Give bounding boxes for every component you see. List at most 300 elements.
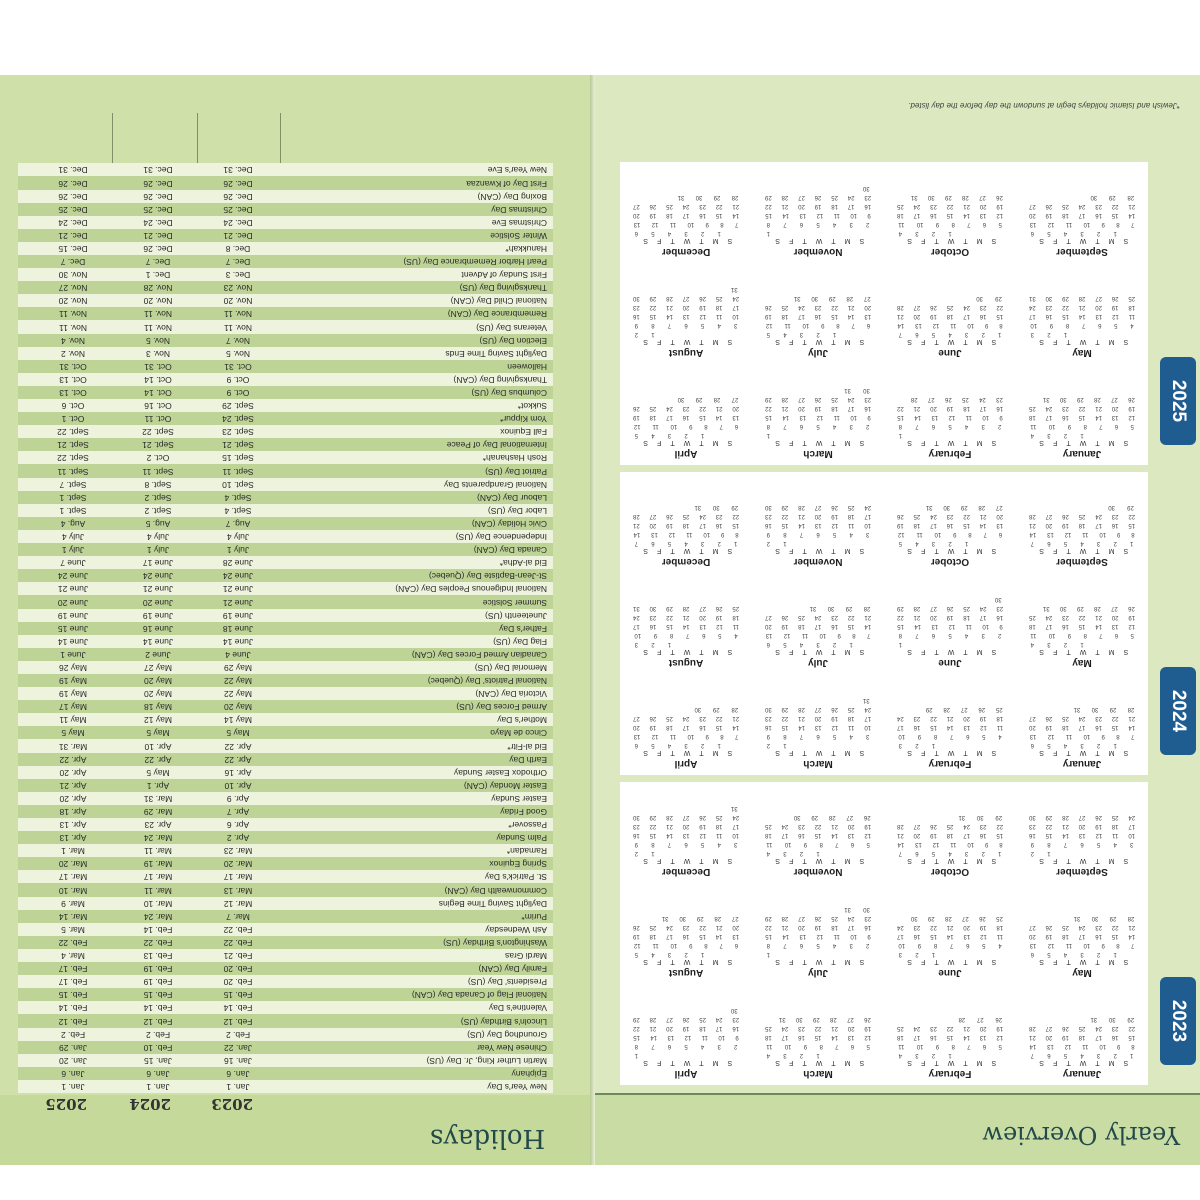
calendar-day: 22 xyxy=(1128,513,1136,519)
calendar-day: 18 xyxy=(831,924,838,930)
holiday-date-2024: Mar. 24 xyxy=(143,833,173,844)
holiday-date-2025: Sept. 22 xyxy=(57,427,89,438)
calendar-day: 11 xyxy=(965,623,972,629)
calendar-week xyxy=(760,739,876,748)
holiday-date-2024: Feb. 13 xyxy=(143,951,173,962)
calendar-day xyxy=(816,537,819,546)
calendar-day: 1 xyxy=(766,951,771,957)
calendar-day: 28 xyxy=(846,295,854,301)
holiday-name: St. Patrick's Day xyxy=(484,872,547,883)
calendar-day: 6 xyxy=(1047,540,1051,546)
calendar-day: 26 xyxy=(897,513,904,519)
calendar-day: 5 xyxy=(982,733,986,739)
calendar-day xyxy=(979,593,982,602)
year-tab-2024[interactable] xyxy=(1160,667,1196,755)
holiday-name: Pearl Harbor Remembrance Day (US) xyxy=(403,257,547,268)
calendar-day: 5 xyxy=(783,641,787,647)
calendar-week xyxy=(760,519,876,528)
calendar-day: 12 xyxy=(864,832,872,838)
calendar-day: 5 xyxy=(948,632,952,638)
calendar-week xyxy=(628,838,744,847)
holiday-name: Mardi Gras xyxy=(504,951,547,962)
calendar-day: 2 xyxy=(866,221,870,227)
calendar-week xyxy=(628,310,744,319)
calendar-day: 10 xyxy=(1128,832,1136,838)
holiday-date-2025: Mar. 4 xyxy=(61,951,85,962)
calendar-week xyxy=(1024,528,1140,537)
calendar-day: 11 xyxy=(1030,632,1037,638)
holiday-date-2025: Sept. 21 xyxy=(57,440,89,451)
calendar-day: 11 xyxy=(1128,313,1136,319)
calendar-day xyxy=(897,191,900,200)
calendar-day: 11 xyxy=(716,832,723,838)
calendar-day: 31 xyxy=(844,387,851,393)
calendar-day: 21 xyxy=(897,832,904,838)
calendar-day: 25 xyxy=(897,1025,904,1031)
holiday-date-2023: Dec. 8 xyxy=(225,244,251,254)
calendar-day xyxy=(998,948,1001,957)
calendar-week xyxy=(1024,1040,1140,1049)
calendar-day xyxy=(766,182,769,191)
calendar-day: 10 xyxy=(1099,1043,1107,1049)
weekday-header: S M T W T F S xyxy=(771,1059,865,1066)
calendar-day: 6 xyxy=(799,221,804,227)
calendar-day: 31 xyxy=(958,814,966,820)
holiday-name: Family Day (CAN) xyxy=(478,964,547,975)
holidays-title: Holidays xyxy=(430,1123,546,1153)
weekday-header: S M T W T F S xyxy=(771,439,865,446)
calendar-day: 10 xyxy=(687,221,695,227)
calendar-day: 8 xyxy=(735,531,739,537)
holiday-date-2024: Dec. 26 xyxy=(143,191,173,202)
month-calendar xyxy=(884,364,1016,465)
calendar-day: 10 xyxy=(898,942,906,948)
calendar-day: 18 xyxy=(649,933,657,939)
calendar-day: 26 xyxy=(1111,295,1119,301)
calendar-day: 14 xyxy=(847,313,855,319)
calendar-day xyxy=(947,593,950,602)
calendar-day: 17 xyxy=(847,924,855,930)
holiday-date-2023: Sept. 21 xyxy=(222,440,254,451)
calendar-week xyxy=(892,939,1008,948)
calendar-day: 25 xyxy=(1029,405,1036,411)
calendar-day: 15 xyxy=(1078,623,1086,629)
calendar-day: 13 xyxy=(963,933,971,939)
calendar-day: 14 xyxy=(1095,623,1102,629)
calendar-day: 13 xyxy=(931,623,939,629)
calendar-day: 21 xyxy=(1078,304,1086,310)
calendar-day xyxy=(963,593,966,602)
calendar-day xyxy=(981,948,984,957)
calendar-day: 10 xyxy=(864,724,872,730)
holiday-date-2025: May 19 xyxy=(59,676,87,687)
calendar-day: 4 xyxy=(783,331,787,337)
calendar-day: 27 xyxy=(913,823,921,829)
calendar-day: 7 xyxy=(1099,632,1103,638)
calendar-week xyxy=(628,283,744,292)
calendar-day: 11 xyxy=(950,322,957,328)
holiday-date-2023: Apr. 9 xyxy=(226,793,250,804)
calendar-day: 17 xyxy=(847,203,855,209)
calendar-day: 18 xyxy=(1062,933,1069,939)
holiday-date-2024: Jan. 1 xyxy=(146,1082,170,1092)
holiday-date-2025: Jan. 29 xyxy=(59,1042,87,1053)
calendar-day: 21 xyxy=(732,715,740,721)
holiday-row xyxy=(18,255,553,268)
calendar-day xyxy=(1060,191,1063,200)
calendar-day xyxy=(915,429,918,438)
calendar-day: 12 xyxy=(651,733,659,739)
calendar-day: 25 xyxy=(666,715,673,721)
calendar-day: 25 xyxy=(996,915,1003,921)
calendar-day: 12 xyxy=(1064,531,1072,537)
calendar-day: 11 xyxy=(950,841,957,847)
calendar-day: 22 xyxy=(715,715,723,721)
holiday-row xyxy=(18,465,553,478)
calendar-week xyxy=(1024,393,1140,402)
calendar-day: 3 xyxy=(931,540,936,546)
holiday-name: Daylight Saving Time Begins xyxy=(438,898,547,909)
month-calendar xyxy=(620,472,752,573)
calendar-day: 3 xyxy=(667,951,672,957)
calendar-day: 18 xyxy=(1062,724,1069,730)
holiday-name: Palm Sunday xyxy=(496,833,547,844)
calendar-day: 27 xyxy=(798,915,805,921)
calendar-day: 19 xyxy=(831,715,838,721)
calendar-day: 5 xyxy=(651,230,655,236)
calendar-day: 9 xyxy=(1101,733,1105,739)
calendar-day: 25 xyxy=(1078,513,1086,519)
calendar-day: 20 xyxy=(1045,1034,1053,1040)
calendar-day: 29 xyxy=(731,504,739,510)
month-name: May xyxy=(1072,347,1092,358)
calendar-day: 20 xyxy=(814,715,822,721)
calendar-day: 9 xyxy=(1067,632,1072,638)
calendar-day: 22 xyxy=(814,1025,822,1031)
calendar-week xyxy=(760,829,876,838)
calendar-day: 25 xyxy=(765,1025,772,1031)
calendar-day: 28 xyxy=(863,605,871,611)
month-calendar xyxy=(1016,472,1148,573)
calendar-day: 1 xyxy=(717,230,721,236)
calendar-day: 22 xyxy=(633,1025,640,1031)
calendar-day: 29 xyxy=(1127,1016,1135,1022)
calendar-day: 20 xyxy=(864,304,872,310)
calendar-day: 28 xyxy=(910,396,918,402)
holiday-name: Easter Sunday xyxy=(491,793,547,804)
calendar-day: 19 xyxy=(633,414,640,420)
holiday-date-2025: Dec. 31 xyxy=(58,165,88,176)
calendar-day: 12 xyxy=(816,414,824,420)
calendar-day: 25 xyxy=(831,915,838,921)
calendar-day: 9 xyxy=(917,733,922,739)
calendar-day: 13 xyxy=(1029,221,1037,227)
calendar-day: 19 xyxy=(1095,823,1102,829)
holiday-date-2023: Oct. 9 xyxy=(226,388,250,399)
calendar-day: 22 xyxy=(781,513,789,519)
holiday-date-2024: Mar. 10 xyxy=(143,898,173,909)
calendar-week xyxy=(1024,402,1140,411)
holiday-name: First Sunday of Advent xyxy=(461,270,547,281)
calendar-day: 30 xyxy=(811,295,819,301)
month-calendar xyxy=(752,573,884,674)
calendar-day: 6 xyxy=(850,1043,855,1049)
calendar-day: 8 xyxy=(651,841,655,847)
calendar-week xyxy=(628,948,744,957)
calendar-day: 28 xyxy=(1127,706,1135,712)
calendar-day: 3 xyxy=(799,331,804,337)
calendar-day: 5 xyxy=(1047,742,1051,748)
calendar-day: 22 xyxy=(1111,924,1119,930)
calendar-week xyxy=(760,200,876,209)
holiday-row xyxy=(18,766,553,779)
calendar-day xyxy=(849,948,852,957)
calendar-day: 5 xyxy=(931,331,936,337)
calendar-day: 16 xyxy=(1095,212,1102,218)
calendar-week xyxy=(1024,939,1140,948)
calendar-day: 21 xyxy=(913,405,921,411)
calendar-day: 6 xyxy=(684,841,688,847)
holiday-date-2024: Mar. 31 xyxy=(143,793,173,804)
calendar-day: 13 xyxy=(979,1034,987,1040)
calendar-day: 15 xyxy=(666,623,673,629)
calendar-week xyxy=(1024,712,1140,721)
calendar-day xyxy=(898,593,901,602)
calendar-day: 12 xyxy=(932,841,940,847)
calendar-day: 19 xyxy=(930,832,937,838)
holiday-date-2025: Apr. 13 xyxy=(59,833,87,844)
calendar-day xyxy=(898,292,901,301)
calendar-day: 5 xyxy=(931,850,936,856)
calendar-day: 29 xyxy=(927,915,935,921)
holiday-row xyxy=(18,412,553,425)
calendar-day: 29 xyxy=(781,706,789,712)
calendar-day: 15 xyxy=(946,1034,954,1040)
calendar-day: 21 xyxy=(847,304,855,310)
holiday-date-2024: Mar. 24 xyxy=(143,911,173,922)
overview-page-content xyxy=(595,75,1200,1165)
calendar-week xyxy=(1024,209,1140,218)
calendar-day: 18 xyxy=(732,614,740,620)
calendar-day xyxy=(650,802,653,811)
calendar-day xyxy=(649,501,652,510)
calendar-day: 10 xyxy=(784,1043,792,1049)
month-name: October xyxy=(930,246,970,257)
holiday-date-2023: Apr. 6 xyxy=(226,820,250,831)
year-tab-2025[interactable] xyxy=(1160,357,1196,445)
calendar-week xyxy=(1024,1022,1140,1031)
calendar-week xyxy=(760,921,876,930)
holiday-name: Thanksgiving Day (US) xyxy=(459,283,547,294)
calendar-day xyxy=(965,429,968,438)
holiday-row xyxy=(18,831,553,844)
holiday-date-2024: Dec. 26 xyxy=(143,178,173,189)
calendar-day xyxy=(932,429,935,438)
calendar-day: 2 xyxy=(799,850,804,856)
calendar-day: 8 xyxy=(852,632,856,638)
calendar-day: 17 xyxy=(1045,414,1053,420)
holiday-date-2025: Apr. 13 xyxy=(59,820,87,831)
holiday-date-2023: Nov. 5 xyxy=(226,348,250,359)
calendar-day: 11 xyxy=(669,733,677,739)
calendar-week xyxy=(1024,638,1140,647)
calendar-day: 30 xyxy=(863,906,870,912)
calendar-week xyxy=(628,730,744,739)
calendar-day: 2 xyxy=(866,423,870,429)
holiday-date-2024: Feb. 14 xyxy=(143,924,173,935)
calendar-day: 23 xyxy=(913,715,921,721)
calendar-day: 12 xyxy=(980,933,987,939)
calendar-day: 24 xyxy=(1128,814,1136,820)
calendar-day: 8 xyxy=(1116,221,1120,227)
calendar-day: 18 xyxy=(699,1025,706,1031)
holiday-name: St-Jean-Baptiste Day (Quebec) xyxy=(428,571,547,582)
calendar-day: 16 xyxy=(732,1025,740,1031)
month-name: September xyxy=(1056,246,1108,257)
calendar-day xyxy=(799,182,802,191)
calendar-day: 17 xyxy=(1078,724,1086,730)
calendar-day: 7 xyxy=(634,540,639,546)
calendar-day: 26 xyxy=(831,504,838,510)
calendar-day: 24 xyxy=(979,605,987,611)
calendar-day: 13 xyxy=(1029,942,1037,948)
calendar-day: 30 xyxy=(943,504,951,510)
calendar-day: 15 xyxy=(649,313,657,319)
calendar-week xyxy=(760,411,876,420)
calendar-day: 22 xyxy=(1078,614,1086,620)
calendar-day: 1 xyxy=(700,951,705,957)
calendar-day: 9 xyxy=(705,221,709,227)
month-name: July xyxy=(808,967,829,978)
calendar-week xyxy=(628,602,744,611)
calendar-day: 14 xyxy=(715,414,723,420)
calendar-day: 19 xyxy=(979,715,987,721)
calendar-day: 25 xyxy=(847,706,855,712)
calendar-day xyxy=(766,694,769,703)
calendar-day: 21 xyxy=(798,715,805,721)
calendar-day: 22 xyxy=(765,924,772,930)
calendar-day xyxy=(829,384,832,393)
calendar-day: 28 xyxy=(830,1016,837,1022)
holiday-date-2024: Feb. 19 xyxy=(143,964,173,975)
month-grid xyxy=(620,472,1148,775)
year-block-2025 xyxy=(620,162,1148,465)
calendar-day: 22 xyxy=(1062,304,1069,310)
holiday-name: New Year's Day xyxy=(487,1082,547,1092)
calendar-day: 4 xyxy=(1130,322,1134,328)
month-calendar xyxy=(620,782,752,883)
calendar-day: 20 xyxy=(1078,823,1086,829)
calendar-day xyxy=(634,393,637,402)
calendar-week xyxy=(760,310,876,319)
year-tab-2023[interactable] xyxy=(1160,977,1196,1065)
calendar-day: 1 xyxy=(931,742,936,748)
holiday-name: Easter Monday (CAN) xyxy=(463,780,547,791)
holiday-date-2023: Jan. 6 xyxy=(226,1068,250,1079)
calendar-week xyxy=(892,620,1008,629)
calendar-day: 19 xyxy=(1128,405,1136,411)
calendar-week xyxy=(1024,602,1140,611)
holiday-row xyxy=(18,556,553,569)
calendar-day xyxy=(816,948,819,957)
calendar-day: 30 xyxy=(793,814,801,820)
month-name: April xyxy=(674,1068,698,1079)
calendar-day: 16 xyxy=(913,724,921,730)
calendar-day: 15 xyxy=(897,414,904,420)
holiday-date-2023: Dec. 21 xyxy=(223,230,253,241)
calendar-day: 14 xyxy=(782,212,790,218)
holiday-date-2023: Sept. 4 xyxy=(224,492,252,503)
month-calendar xyxy=(620,674,752,775)
month-name: March xyxy=(803,1068,833,1079)
calendar-day: 8 xyxy=(651,322,655,328)
calendar-week xyxy=(760,847,876,856)
calendar-week xyxy=(1024,200,1140,209)
calendar-day: 4 xyxy=(651,951,655,957)
calendar-day: 11 xyxy=(1065,221,1073,227)
weekday-header: S M T W T F S xyxy=(1035,857,1129,864)
calendar-day: 25 xyxy=(1062,924,1069,930)
calendar-week xyxy=(760,602,876,611)
calendar-day: 19 xyxy=(814,203,822,209)
calendar-day: 1 xyxy=(1080,432,1084,438)
calendar-day: 28 xyxy=(781,194,789,200)
calendar-day xyxy=(667,802,670,811)
holiday-row xyxy=(18,320,553,333)
calendar-day: 16 xyxy=(1062,623,1069,629)
calendar-day: 31 xyxy=(925,504,933,510)
calendar-week xyxy=(892,227,1008,236)
calendar-day xyxy=(815,694,818,703)
calendar-day: 5 xyxy=(866,841,870,847)
calendar-week xyxy=(1024,319,1140,328)
month-calendar xyxy=(884,883,1016,984)
calendar-day: 31 xyxy=(844,906,851,912)
calendar-day: 5 xyxy=(948,423,952,429)
holiday-row xyxy=(18,779,553,792)
calendar-day: 30 xyxy=(1091,706,1099,712)
calendar-day: 6 xyxy=(734,942,739,948)
calendar-day: 5 xyxy=(700,322,705,328)
calendar-day: 19 xyxy=(699,823,706,829)
calendar-day: 24 xyxy=(963,304,970,310)
month-name: August xyxy=(668,967,704,978)
calendar-day: 23 xyxy=(633,823,640,829)
calendar-week xyxy=(1024,948,1140,957)
calendar-day: 21 xyxy=(715,924,723,930)
calendar-day: 31 xyxy=(730,286,738,292)
calendar-week xyxy=(892,319,1008,328)
calendar-day: 19 xyxy=(996,203,1004,209)
calendar-day: 7 xyxy=(1130,221,1135,227)
holiday-name: Washington's Birthday (US) xyxy=(443,937,547,948)
calendar-day xyxy=(981,739,984,748)
holiday-name: Independence Day (US) xyxy=(455,532,547,543)
calendar-day: 17 xyxy=(732,304,740,310)
holiday-date-2023: May 29 xyxy=(224,663,252,673)
calendar-week xyxy=(892,739,1008,748)
calendar-day: 12 xyxy=(1047,942,1055,948)
calendar-day: 6 xyxy=(651,540,655,546)
calendar-day: 7 xyxy=(915,423,919,429)
calendar-day: 28 xyxy=(714,915,722,921)
holiday-name: Boxing Day (CAN) xyxy=(477,191,547,202)
calendar-day: 25 xyxy=(946,823,954,829)
calendar-day xyxy=(897,912,900,921)
holiday-row xyxy=(18,334,553,347)
calendar-week xyxy=(760,903,876,912)
calendar-day: 6 xyxy=(850,841,855,847)
